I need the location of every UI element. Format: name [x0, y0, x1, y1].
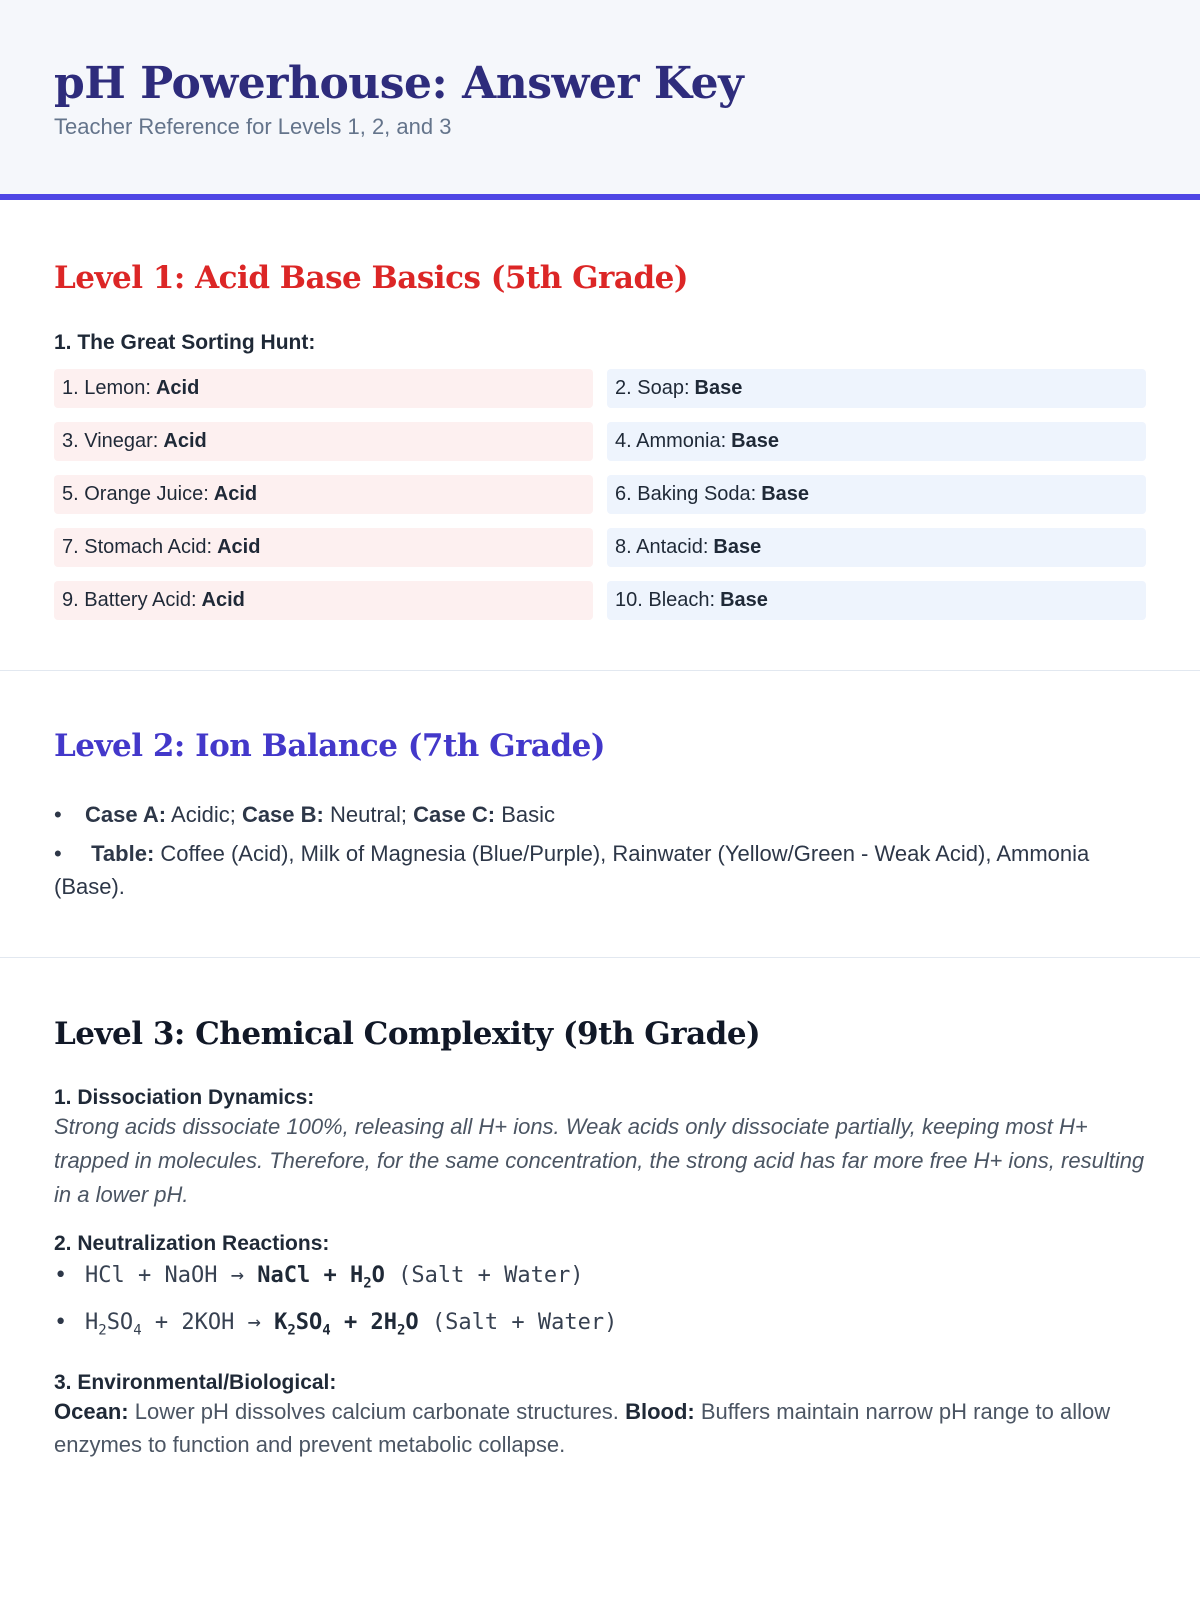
case-c-label: Case C: [413, 802, 496, 827]
sort-item-answer: Acid [163, 430, 207, 452]
sort-item [607, 422, 1146, 461]
sort-item-answer: Acid [155, 377, 200, 399]
sort-item-answer: Acid [217, 536, 261, 558]
neutralization-label: 2. Neutralization Reactions: [54, 1232, 330, 1255]
environmental-answer [54, 1395, 1146, 1461]
case-b-value: Neutral; [329, 802, 408, 827]
sort-item [54, 422, 593, 461]
sort-item-answer: Acid [201, 589, 245, 611]
eq1-plus: + [323, 1263, 337, 1288]
case-c-value: Basic [501, 802, 555, 827]
level-2-section [0, 671, 1200, 957]
sort-item-label: 8. Antacid: [615, 536, 709, 558]
sort-item-answer: Acid [213, 483, 258, 505]
eq2-water: $2H_2O$ [370, 1310, 419, 1339]
sort-item-label: 5. Orange Juice: [62, 483, 209, 505]
eq1-reactants: HCl + NaOH → [85, 1263, 244, 1288]
page-subtitle: Teacher Reference for Levels 1, 2, and 3 [54, 114, 452, 139]
level-1-title: Level 1: Acid Base Basics (5th Grade) [54, 260, 689, 296]
sort-item [607, 581, 1146, 620]
sort-item [607, 528, 1146, 567]
table-value: Coffee (Acid), Milk of Magnesia (Blue/Purple), Rainwater (Yellow/Green - Weak Acid), Ammonia (Base). [54, 841, 1090, 899]
cases-answer [54, 798, 1146, 831]
blood-label: Blood: [625, 1398, 695, 1424]
eq1-water: $H_2O$ [349, 1263, 385, 1292]
sort-item-answer: Base [694, 377, 743, 399]
sort-item [54, 581, 593, 620]
sort-item [607, 369, 1146, 408]
table-answer [54, 837, 1146, 903]
sort-item-label: 6. Baking Soda: [615, 483, 757, 505]
environmental-block [54, 1371, 1146, 1461]
eq2-reactants: + 2KOH → [154, 1310, 261, 1336]
level-1-section [0, 200, 1200, 670]
environmental-label: 3. Environmental/Biological: [54, 1370, 337, 1394]
sort-item-answer: Base [713, 536, 762, 558]
dissociation-label: 1. Dissociation Dynamics: [54, 1086, 315, 1109]
eq1-salt: NaCl [257, 1263, 311, 1288]
sort-item-label: 4. Ammonia: [615, 430, 727, 452]
sort-item [607, 475, 1146, 514]
sort-item-label: 10. Bleach: [615, 589, 716, 611]
page-header [0, 0, 1200, 200]
sorting-grid [54, 369, 1146, 620]
sort-item-label: 1. Lemon: [62, 377, 151, 399]
equation-2 [54, 1303, 1146, 1350]
neutralization-block [54, 1232, 1146, 1351]
table-label: Table: [91, 841, 155, 866]
level-2-answers [54, 798, 1146, 903]
sort-item-label: 7. Stomach Acid: [62, 536, 213, 558]
level-2-title: Level 2: Ion Balance (7th Grade) [54, 728, 606, 764]
level-3-section [0, 958, 1200, 1461]
sort-item-label: 9. Battery Acid: [62, 589, 197, 611]
case-a-label: Case A: [85, 802, 167, 827]
blood-text: Buffers maintain narrow pH range to allow enzymes to function and prevent metabolic collapse. [54, 1398, 1111, 1457]
eq2-note: (Salt + Water) [431, 1310, 618, 1336]
ocean-text: Lower pH dissolves calcium carbonate structures. [134, 1398, 619, 1424]
equation-1 [54, 1256, 1146, 1303]
equation-list [54, 1256, 1146, 1351]
dissociation-answer: Strong acids dissociate 100%, releasing all H+ ions. Weak acids only dissociate partially, keeping most H+ trapped in molecules. Therefore, for the same concentration, the strong acid has far more free H+ ions, resulting in a lower pH. [54, 1114, 1145, 1207]
sort-item-label: 2. Soap: [615, 377, 690, 399]
sort-item [54, 475, 593, 514]
sorting-hunt-label: 1. The Great Sorting Hunt: [54, 331, 316, 354]
sort-item-answer: Base [731, 430, 779, 452]
dissociation-block [54, 1086, 1146, 1212]
sort-item-answer: Base [761, 483, 810, 505]
ocean-label: Ocean: [54, 1398, 129, 1424]
sort-item-answer: Base [720, 589, 768, 611]
sort-item-label: 3. Vinegar: [62, 430, 159, 452]
page-title: pH Powerhouse: Answer Key [54, 58, 744, 109]
eq2-salt: $K_2SO_4$ [274, 1310, 331, 1339]
level-3-title: Level 3: Chemical Complexity (9th Grade) [54, 1016, 761, 1052]
case-a-value: Acidic; [171, 802, 236, 827]
sort-item [54, 369, 593, 408]
eq2-acid: $H_2SO_4$ [85, 1310, 142, 1339]
case-b-label: Case B: [241, 802, 324, 827]
eq2-plus: + [343, 1310, 358, 1336]
eq1-note: (Salt + Water) [398, 1263, 584, 1288]
sort-item [54, 528, 593, 567]
